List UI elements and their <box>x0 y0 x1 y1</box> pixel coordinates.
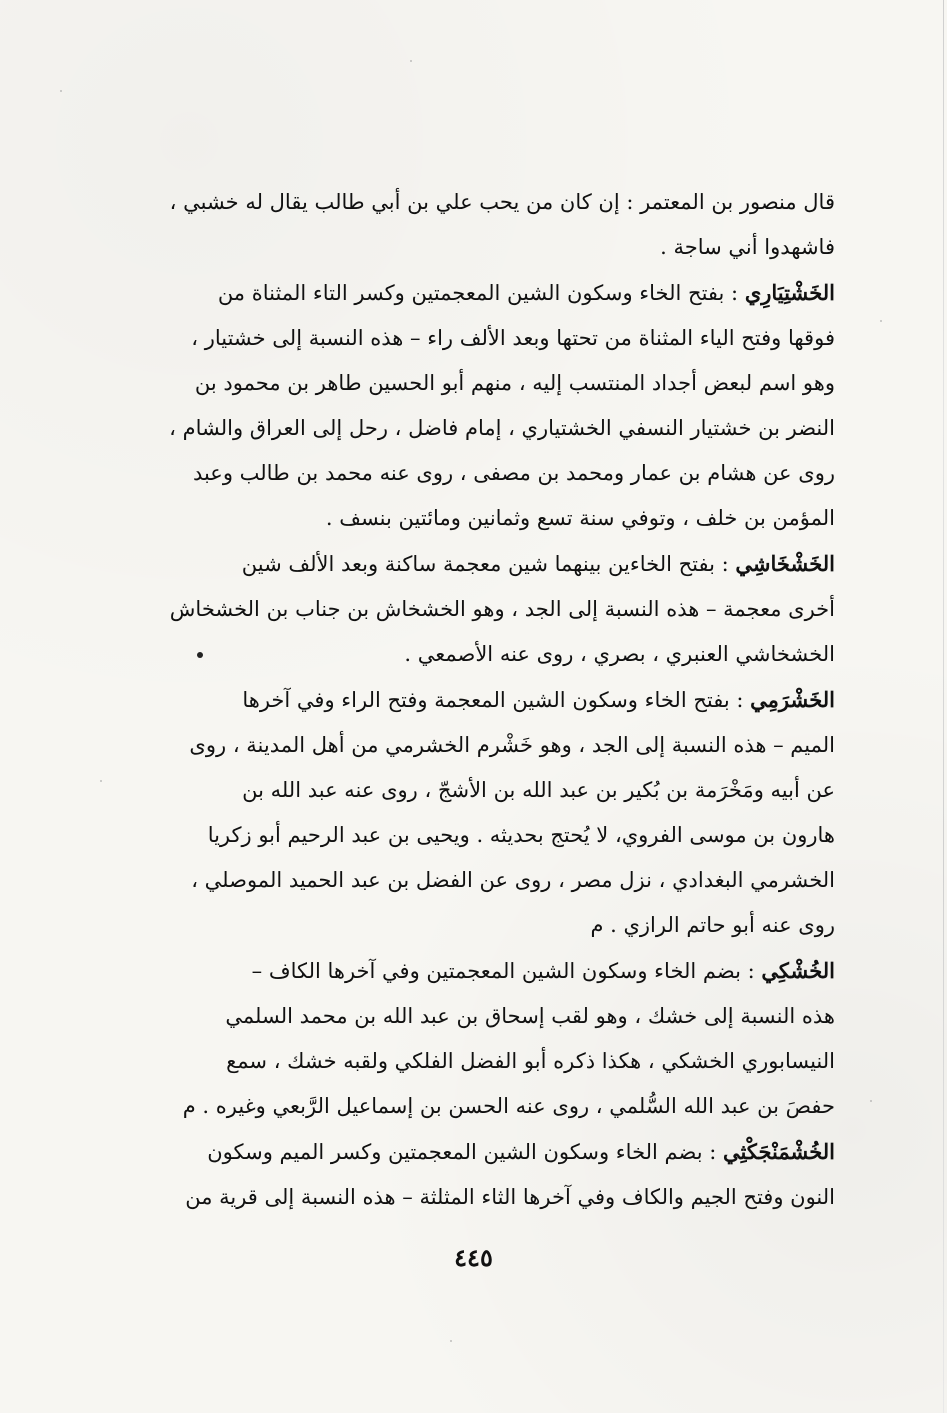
paper-speckle <box>100 780 102 782</box>
page-edge <box>943 0 944 1413</box>
paper-speckle <box>870 1100 872 1102</box>
text-line: الخشخاشي العنبري ، بصري ، روى عنه الأصمعي . <box>404 642 835 666</box>
text-line: المؤمن بن خلف ، وتوفي سنة تسع وثمانين ومائتين بنسف . <box>325 506 835 530</box>
entry-line: الخُشْمَنْجَكْثِي : بضم الخاء وسكون الشين المعجمتين وكسر الميم وسكون <box>207 1139 835 1164</box>
text-line: أخرى معجمة – هذه النسبة إلى الجد ، وهو الخشخاش بن جناب بن الخشخاش <box>169 597 835 621</box>
page-number: ٤٤٥ <box>454 1243 493 1272</box>
page-body-text <box>160 180 835 1220</box>
paper-speckle <box>60 90 62 92</box>
paper-speckle <box>450 1340 452 1342</box>
entry-headword: الخَشْخَاشِي <box>735 551 835 576</box>
paper-speckle <box>410 60 412 62</box>
text-line: فاشهدوا أني ساجة . <box>660 235 835 259</box>
text-line: روى عن هشام بن عمار ومحمد بن مصفى ، روى عنه محمد بن طالب وعبد <box>192 461 835 485</box>
text-line: هذه النسبة إلى خشك ، وهو لقب إسحاق بن عبد الله بن محمد السلمي <box>225 1004 835 1028</box>
text-line: النون وفتح الجيم والكاف وفي آخرها الثاء المثلثة – هذه النسبة إلى قرية من <box>185 1185 835 1209</box>
text-line: روى عنه أبو حاتم الرازي . م <box>590 913 835 937</box>
text-line: النضر بن خشتيار النسفي الخشتياري ، إمام فاضل ، رحل إلى العراق والشام ، <box>169 416 835 440</box>
text-line: هارون بن موسى الفروي، لا يُحتج بحديثه . ويحيى بن عبد الرحيم أبو زكريا <box>207 823 835 847</box>
text-line: فوقها وفتح الياء المثناة من تحتها وبعد الألف راء – هذه النسبة إلى خشتيار ، <box>191 326 835 350</box>
entry-headword: الخُشْمَنْجَكْثِي <box>723 1139 835 1164</box>
text-line: الميم – هذه النسبة إلى الجد ، وهو خَشْرم الخشرمي من أهل المدينة ، روى <box>189 733 835 757</box>
entry-line: الخُشْكِي : بضم الخاء وسكون الشين المعجمتين وفي آخرها الكاف – <box>251 958 835 983</box>
entry-headword: الخَشْرَمِي <box>750 687 835 712</box>
text-line: قال منصور بن المعتمر : إن كان من يحب علي بن أبي طالب يقال له خشبي ، <box>169 190 835 214</box>
ink-dot <box>197 652 203 658</box>
text-line: حفصَ بن عبد الله السُّلمي ، روى عنه الحسن بن إسماعيل الرَّبعي وغيره . م <box>182 1094 835 1118</box>
entry-headword: الخُشْكِي <box>761 958 835 983</box>
entry-headword: الخَشْتِيَارِي <box>744 280 835 305</box>
text-line: عن أبيه ومَخْرَمة بن بُكير بن عبد الله بن الأشجّ ، روى عنه عبد الله بن <box>242 778 835 802</box>
entry-line: الخَشْخَاشِي : بفتح الخاءين بينهما شين معجمة ساكنة وبعد الألف شين <box>241 551 835 576</box>
paper-speckle <box>880 320 882 322</box>
text-line: وهو اسم لبعض أجداد المنتسب إليه ، منهم أبو الحسين طاهر بن محمود بن <box>194 371 835 395</box>
text-line: الخشرمي البغدادي ، نزل مصر ، روى عن الفضل بن عبد الحميد الموصلي ، <box>191 868 835 892</box>
text-line: النيسابوري الخشكي ، هكذا ذكره أبو الفضل الفلكي ولقبه خشك ، سمع <box>226 1049 835 1073</box>
entry-line: الخَشْتِيَارِي : بفتح الخاء وسكون الشين المعجمتين وكسر التاء المثناة من <box>217 280 835 305</box>
entry-line: الخَشْرَمِي : بفتح الخاء وسكون الشين المعجمة وفتح الراء وفي آخرها <box>242 687 835 712</box>
